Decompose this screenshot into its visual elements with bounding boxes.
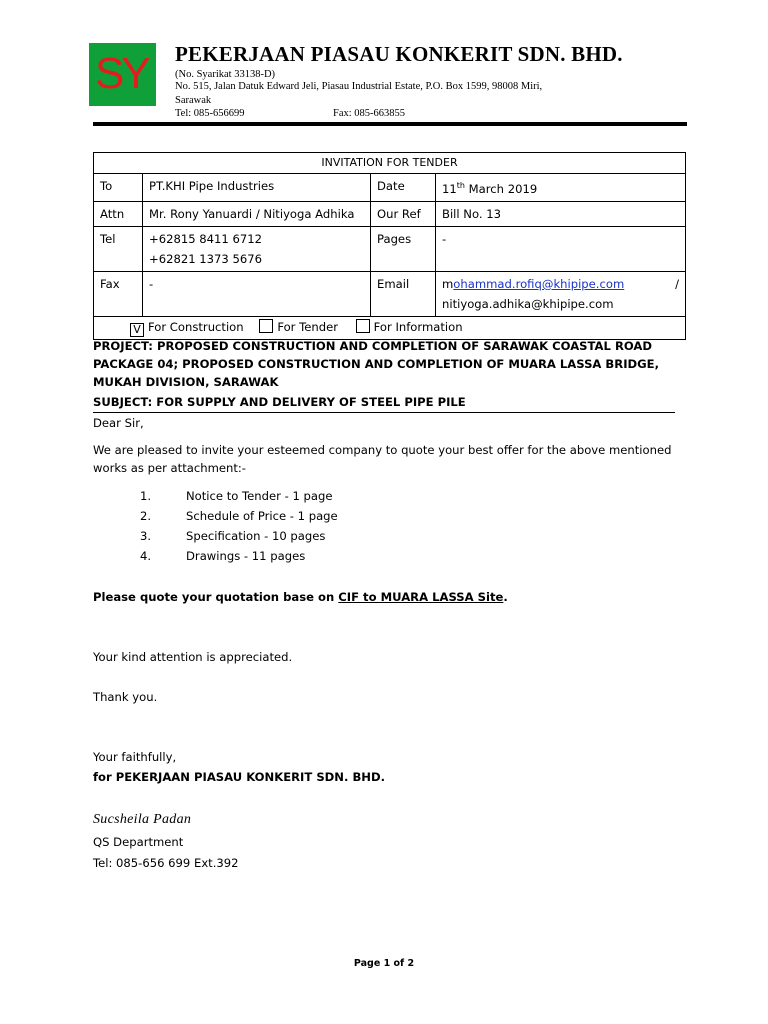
tel-value bbox=[143, 226, 371, 271]
fax-value: - bbox=[143, 271, 371, 316]
intro-paragraph: We are pleased to invite your esteemed company to quote your best offer for the above mentioned works as per attachment:- bbox=[93, 443, 672, 475]
list-item-text: Schedule of Price - 1 page bbox=[186, 509, 338, 523]
email-label: Email bbox=[371, 271, 436, 316]
tel-value-2: +62821 1373 5676 bbox=[149, 251, 262, 266]
quote-suffix: . bbox=[503, 590, 508, 604]
thanks-line: Thank you. bbox=[93, 690, 158, 704]
checkbox-tender[interactable] bbox=[259, 319, 273, 333]
list-item-number: 3. bbox=[140, 529, 152, 543]
logo-text: SY bbox=[95, 49, 148, 98]
list-item-text: Notice to Tender - 1 page bbox=[186, 489, 333, 503]
company-name: PEKERJAAN PIASAU KONKERIT SDN. BHD. bbox=[175, 42, 623, 66]
attn-value: Mr. Rony Yanuardi / Nitiyoga Adhika bbox=[143, 201, 371, 226]
attachment-list bbox=[140, 486, 338, 566]
department-line: QS Department bbox=[93, 835, 184, 849]
date-suffix: th bbox=[456, 181, 465, 190]
list-item bbox=[140, 546, 338, 566]
list-item-number: 4. bbox=[140, 549, 152, 563]
checkbox-information[interactable] bbox=[356, 319, 370, 333]
tender-info-table bbox=[93, 152, 686, 340]
list-item-text: Drawings - 11 pages bbox=[186, 549, 306, 563]
option-for-construction[interactable] bbox=[130, 320, 244, 334]
registration-number: (No. Syarikat 33138-D) bbox=[175, 69, 276, 80]
project-heading: PROJECT: PROPOSED CONSTRUCTION AND COMPLETION OF SARAWAK COASTAL ROAD PACKAGE 04; PROPOSED CONSTRUCTION AND COMPLETION OF MUARA LASSA BRIDGE, MUKAH DIVISION, SARAWAK bbox=[93, 339, 659, 389]
option-for-tender[interactable] bbox=[259, 320, 338, 334]
option-construction-label: For Construction bbox=[148, 319, 244, 334]
email-link[interactable]: ohammad.rofiq@khipipe.com bbox=[453, 276, 625, 291]
date-day: 11 bbox=[442, 181, 457, 196]
ourref-value: Bill No. 13 bbox=[436, 201, 686, 226]
to-value: PT.KHI Pipe Industries bbox=[143, 174, 371, 202]
list-item bbox=[140, 526, 338, 546]
page-number: Page 1 of 2 bbox=[353, 958, 415, 969]
attn-label: Attn bbox=[94, 201, 143, 226]
company-logo bbox=[89, 43, 156, 106]
to-label: To bbox=[94, 174, 143, 202]
email-value bbox=[436, 271, 686, 316]
address-line-2: Sarawak bbox=[175, 95, 212, 106]
for-company-line: for PEKERJAAN PIASAU KONKERIT SDN. BHD. bbox=[93, 770, 386, 784]
list-item-number: 1. bbox=[140, 489, 152, 503]
email-separator: / bbox=[675, 276, 679, 291]
email-first-char: m bbox=[442, 276, 454, 291]
option-information-label: For Information bbox=[373, 319, 463, 334]
company-fax: Fax: 085-663855 bbox=[333, 108, 406, 119]
purpose-options bbox=[94, 316, 686, 339]
date-rest: March 2019 bbox=[464, 181, 538, 196]
fax-label: Fax bbox=[94, 271, 143, 316]
option-tender-label: For Tender bbox=[277, 319, 338, 334]
date-value bbox=[436, 174, 686, 202]
subject-heading: SUBJECT: FOR SUPPLY AND DELIVERY OF STEEL PIPE PILE bbox=[93, 393, 675, 413]
closing-line: Your faithfully, bbox=[93, 750, 177, 764]
list-item-text: Specification - 10 pages bbox=[186, 529, 326, 543]
pages-value: - bbox=[436, 226, 686, 271]
salutation: Dear Sir, bbox=[93, 416, 144, 430]
address-line-1: No. 515, Jalan Datuk Edward Jeli, Piasau Industrial Estate, P.O. Box 1599, 98008 Miri, bbox=[175, 81, 543, 92]
email-secondary: nitiyoga.adhika@khipipe.com bbox=[442, 296, 614, 311]
header-divider bbox=[93, 122, 687, 126]
checkbox-construction[interactable]: V bbox=[130, 323, 144, 337]
signature: Sucsheila Padan bbox=[93, 812, 192, 827]
list-item bbox=[140, 506, 338, 526]
quote-instruction bbox=[93, 588, 683, 606]
quote-term: CIF to MUARA LASSA Site bbox=[338, 590, 504, 604]
tel-label: Tel bbox=[94, 226, 143, 271]
list-item-number: 2. bbox=[140, 509, 152, 523]
contact-tel: Tel: 085-656 699 Ext.392 bbox=[93, 856, 239, 870]
date-label: Date bbox=[371, 174, 436, 202]
company-tel: Tel: 085-656699 bbox=[175, 108, 245, 119]
pages-label: Pages bbox=[371, 226, 436, 271]
list-item bbox=[140, 486, 338, 506]
attention-line: Your kind attention is appreciated. bbox=[93, 650, 293, 664]
option-for-information[interactable] bbox=[356, 320, 463, 334]
table-title: INVITATION FOR TENDER bbox=[94, 153, 686, 174]
ourref-label: Our Ref bbox=[371, 201, 436, 226]
quote-prefix: Please quote your quotation base on bbox=[93, 590, 339, 604]
tel-value-1: +62815 8411 6712 bbox=[149, 231, 262, 246]
